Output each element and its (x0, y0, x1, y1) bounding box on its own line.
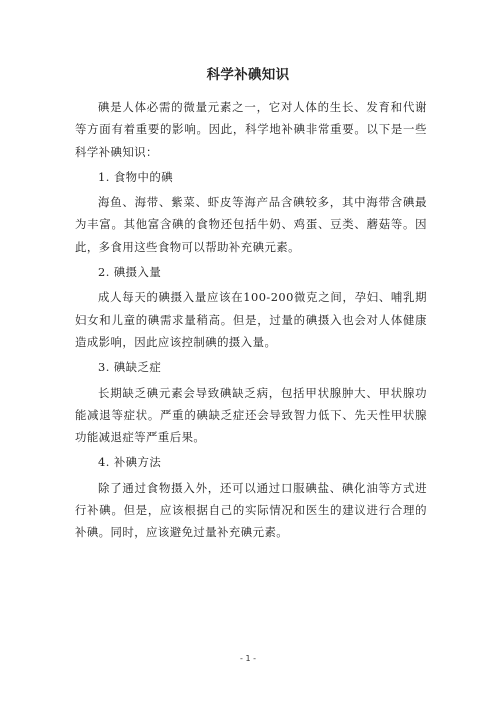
document-body (75, 96, 427, 547)
section-body-deficiency: 长期缺乏碘元素会导致碘缺乏病，包括甲状腺肿大、甲状腺功能减退等症状。严重的碘缺乏症还会导致智力低下、先天性甲状腺功能减退症等严重后果。 (75, 385, 427, 445)
section-body-intake: 成人每天的碘摄入量应该在100-200微克之间，孕妇、哺乳期妇女和儿童的碘需求量稍高。但是，过量的碘摄入也会对人体健康造成影响，因此应该控制碘的摄入量。 (75, 290, 427, 349)
page-number: - 1 - (240, 654, 256, 663)
section-body-food: 海鱼、海带、紫菜、虾皮等海产品含碘较多，其中海带含碘最为丰富。其他富含碘的食物还包括牛奶、鸡蛋、豆类、蘑菇等。因此，多食用这些食物可以帮助补充碘元素。 (75, 195, 427, 254)
section-heading-deficiency: 3. 碘缺乏症 (98, 360, 162, 375)
section-heading-intake: 2. 碘摄入量 (98, 265, 162, 280)
intro-paragraph: 碘是人体必需的微量元素之一，它对人体的生长、发育和代谢等方面有着重要的影响。因此，科学地补碘非常重要。以下是一些科学补碘知识： (75, 100, 427, 159)
section-body-methods: 除了通过食物摄入外，还可以通过口服碘盐、碘化油等方式进行补碘。但是，应该根据自己的实际情况和医生的建议进行合理的补碘。同时，应该避免过量补充碘元素。 (75, 480, 427, 540)
section-heading-food: 1. 食物中的碘 (98, 169, 174, 184)
section-heading-methods: 4. 补碘方法 (98, 455, 162, 470)
document-title: 科学补碘知识 (206, 67, 290, 83)
